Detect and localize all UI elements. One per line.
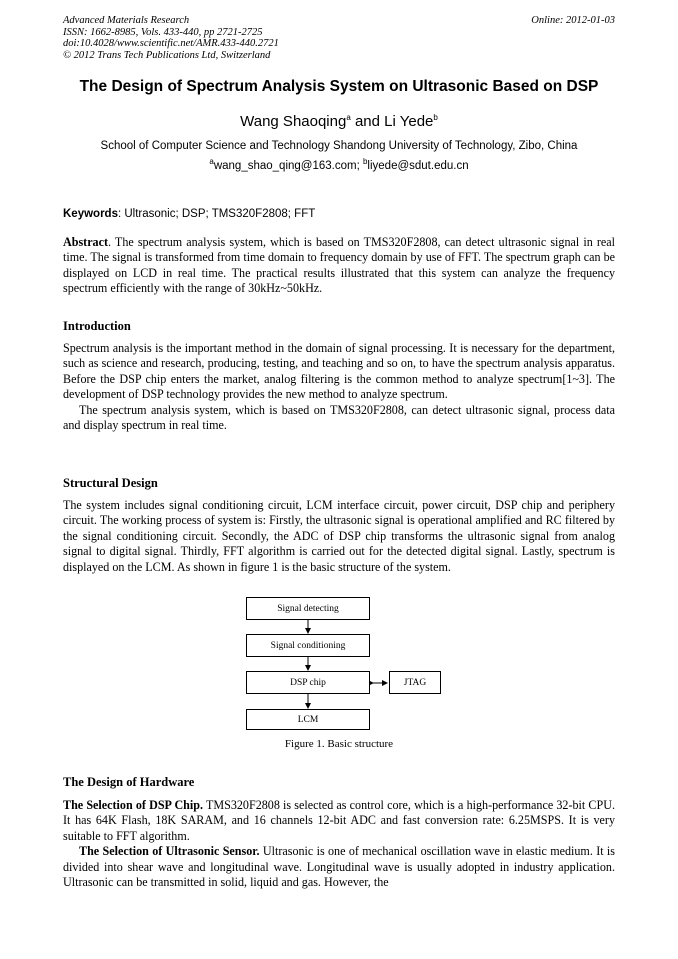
abstract-label: Abstract [63,235,109,249]
figure-caption: Figure 1. Basic structure [284,738,394,750]
author-and: and [350,113,385,130]
email-1-sup: a [209,157,214,167]
introduction-paragraph-2: The spectrum analysis system, which is based on TMS320F2808, can detect ultrasonic signal, process data and display spectrum in real time. [63,402,615,433]
paper-title: The Design of Spectrum Analysis System on Ultrasonic Based on DSP [79,78,599,95]
section-heading-hardware: The Design of Hardware [63,775,195,789]
figure-box-dsp-chip: DSP chip [246,671,370,694]
dsp-chip-text: TMS320F2808 is selected as control core, which is a high-performance 32-bit CPU. It has 64K Flash, 18K SARAM, and 16 channels 12-bit ADC and fast conversion rate: 6.25MSPS. It is very suitable to FFT algorithm. [63,798,615,843]
issn-line: ISSN: 1662-8985, Vols. 433-440, pp 2721-2725 [63,26,263,38]
author-1-sup: a [346,113,351,122]
structural-paragraph-1: The system includes signal conditioning circuit, LCM interface circuit, power circuit, DSP chip and periphery circuit. The working process of system is: Firstly, the ultrasonic signal is operational amplified and RC filtered by the signal conditioning circuit. Secondly, the ADC of DSP chip transforms the ultrasonic signal from analog signal to digital signal. Thirdly, FFT algorithm is carried out for the detected digital signal. Lastly, spectrum is displayed on the LCM. As shown in figure 1 is the basic structure of the system. [63,498,615,574]
hardware-body [63,798,615,890]
hardware-paragraph-1 [63,798,615,844]
email-2: liyede@sdut.edu.cn [367,160,469,172]
keywords-text: : Ultrasonic; DSP; TMS320F2808; FFT [117,208,316,220]
section-heading-structural: Structural Design [63,476,158,490]
author-1: Wang Shaoqing [240,113,347,130]
author-2: Li Yede [384,113,434,130]
email-2-sup: b [362,157,368,167]
figure-box-signal-conditioning: Signal conditioning [246,634,370,657]
copyright-line: © 2012 Trans Tech Publications Ltd, Switzerland [63,49,271,61]
doi-line: doi:10.4028/www.scientific.net/AMR.433-440.2721 [63,38,279,49]
author-2-sup: b [433,113,438,122]
figure-box-lcm: LCM [246,709,370,730]
affiliation: School of Computer Science and Technology Shandong University of Technology, Zibo, China [100,140,578,152]
sensor-subheading: The Selection of Ultrasonic Sensor. [79,844,260,859]
online-date: Online: 2012-01-03 [531,15,615,26]
figure-box-jtag: JTAG [389,671,441,694]
dsp-chip-subheading: The Selection of DSP Chip. [63,798,204,812]
hardware-paragraph-2 [63,844,615,890]
journal-name: Advanced Materials Research [63,15,190,26]
figure-box-signal-detecting: Signal detecting [246,597,370,620]
abstract-text: . The spectrum analysis system, which is based on TMS320F2808, can detect ultrasonic signal in real time. The signal is transformed from time domain to frequency domain by use of FFT. The spectrum graph can be displayed on LCD in real time. The practical results illustrated that this system can analyze the frequency spectrum efficiently with the range of 30kHz~50kHz. [63,235,615,296]
sensor-text: Ultrasonic is one of mechanical oscillation wave in elastic medium. It is divided into shear wave and longitudinal wave. Longitudinal wave is usually adopted in industry application. Ultrasonic can be transmitted in solid, liquid and gas. However, the [63,844,615,890]
introduction-paragraph-1: Spectrum analysis is the important method in the domain of signal processing. It is necessary for the department, such as science and research, producing, testing, and teaching and so on, to have the spectrum analysis apparatus. Before the DSP chip enters the market, analog filtering is the common method to analyze spectrum[1~3]. The development of DSP technology provides the new method to analyze spectrum. [63,341,615,402]
section-heading-introduction: Introduction [63,319,131,333]
email-1: wang_shao_qing@163.com; [213,160,363,172]
keywords-label: Keywords [63,208,118,220]
